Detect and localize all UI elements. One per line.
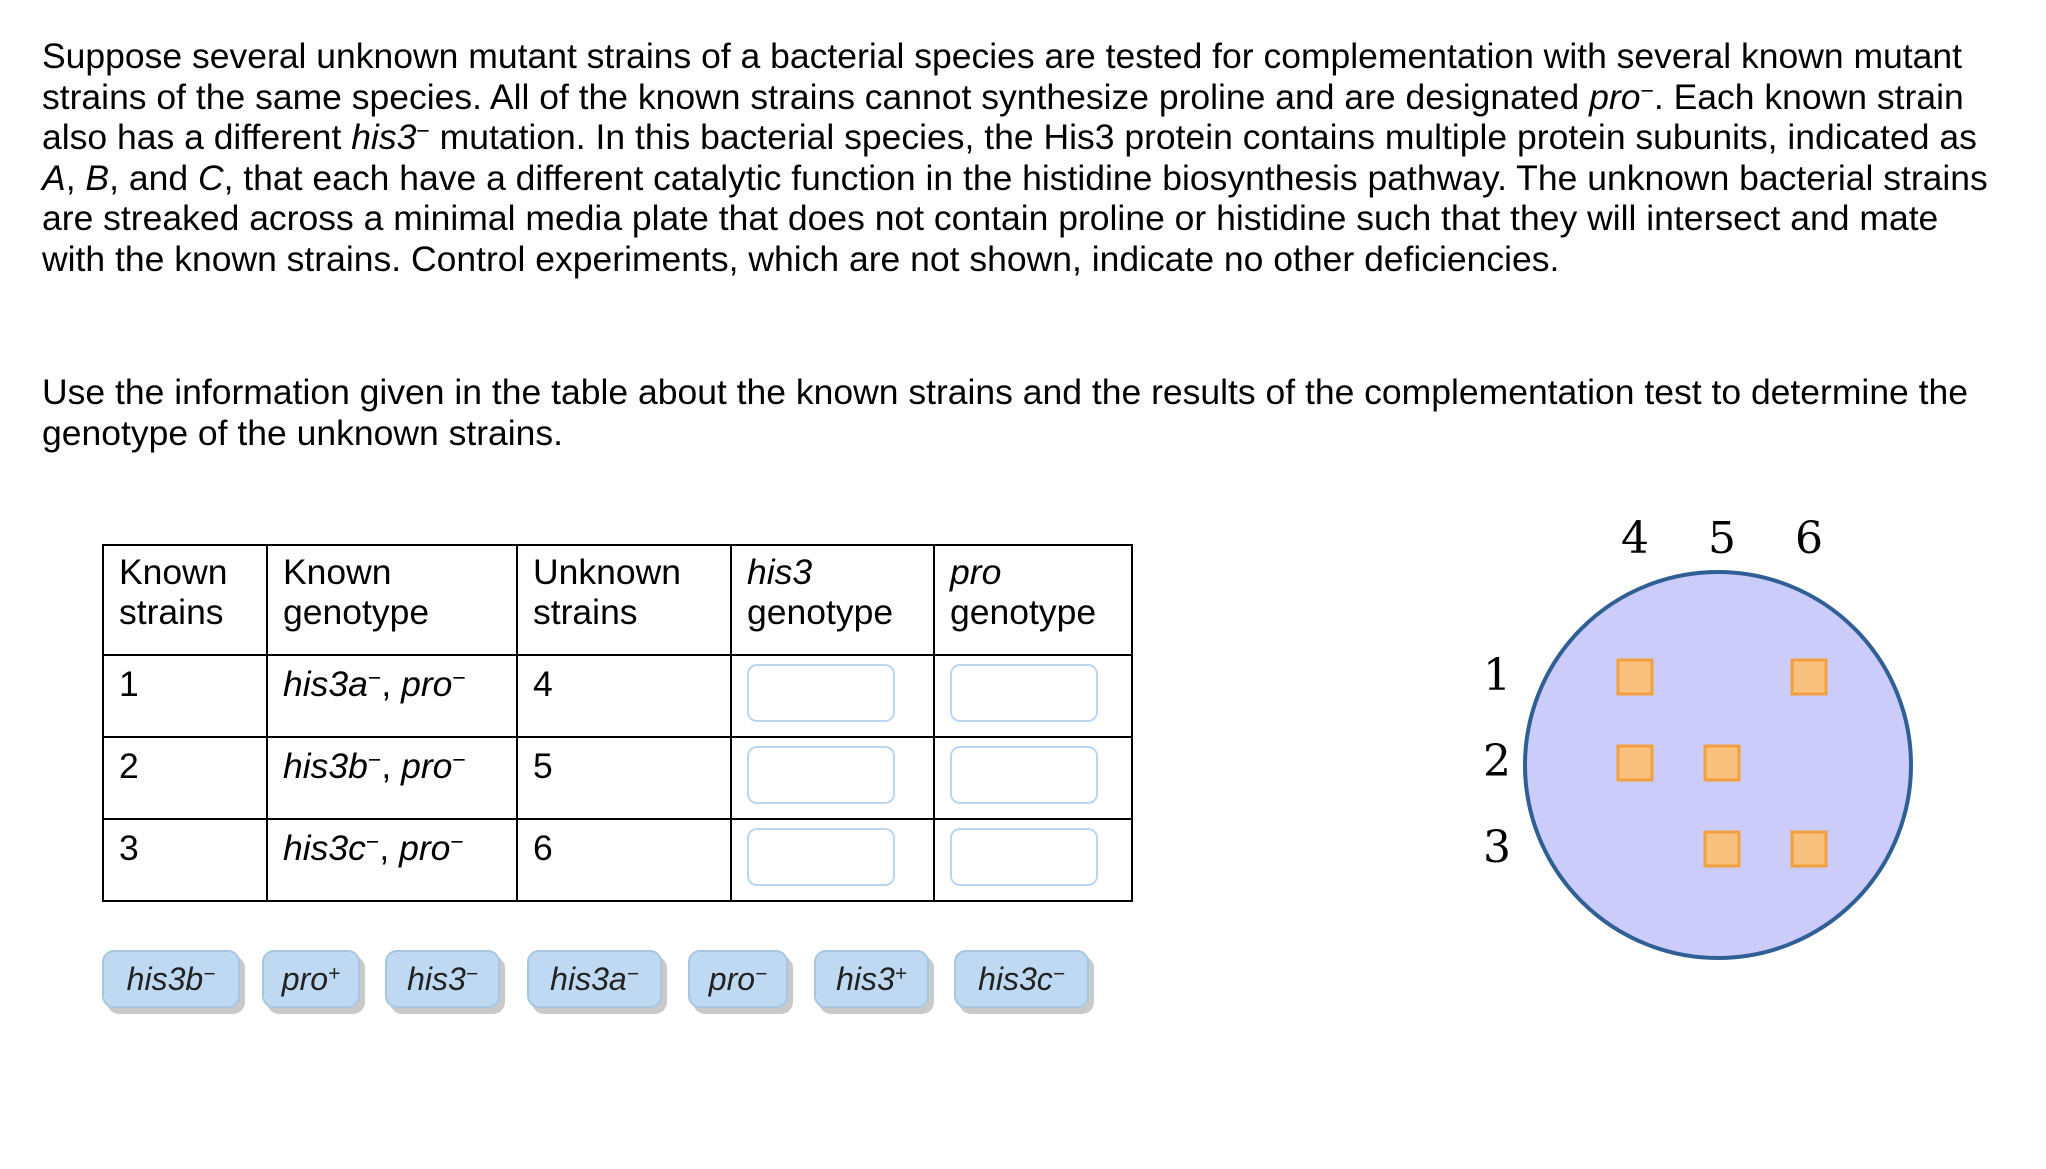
colony-row2-col4 xyxy=(1618,746,1652,780)
colony-row3-col6 xyxy=(1792,832,1826,866)
strain-table xyxy=(102,544,1133,902)
known-strain-cell: 1 xyxy=(103,655,267,737)
intro-his3-sup: − xyxy=(416,117,430,144)
label-chip-pro-minus[interactable]: pro− xyxy=(688,950,788,1008)
label-chip-his3-plus[interactable]: his3+ xyxy=(814,950,929,1008)
colony-row2-col5 xyxy=(1705,746,1739,780)
label-chip-his3a-minus[interactable]: his3a− xyxy=(527,950,662,1008)
plate-column-label: 4 xyxy=(1621,513,1649,564)
intro-subunit-b: B xyxy=(85,157,110,198)
unknown-strain-cell: 6 xyxy=(517,819,731,901)
header-known-genotype: Known genotype xyxy=(267,545,517,655)
header-known-strains: Known strains xyxy=(103,545,267,655)
pro-drop-target-strain-4[interactable] xyxy=(950,664,1098,722)
plate-row-label: 1 xyxy=(1483,650,1511,701)
label-chip-his3b-minus[interactable]: his3b− xyxy=(102,950,240,1008)
intro-text: , that each have a different catalytic function in the histidine biosynthesis pathway. The unknown bacterial strains are streaked across a minimal media plate that does not contain proline or histidine such that they will intersect and mate with the known strains. Control experiments, which are not shown, indicate no other deficiencies. xyxy=(42,157,1988,279)
intro-paragraph xyxy=(42,36,2002,279)
intro-text: , xyxy=(65,157,86,198)
plate-row-label: 2 xyxy=(1483,736,1511,787)
instruction-paragraph: Use the information given in the table about the known strains and the results of the complementation test to determine the genotype of the unknown strains. xyxy=(42,372,1969,453)
intro-subunit-a: A xyxy=(42,157,66,198)
table-header-row xyxy=(103,545,1132,655)
his3-drop-target-strain-5[interactable] xyxy=(747,746,895,804)
table-row xyxy=(103,819,1132,901)
colony-row1-col4 xyxy=(1618,660,1652,694)
pro-drop-cell xyxy=(934,655,1132,737)
his3-drop-cell xyxy=(731,737,934,819)
known-strain-cell: 3 xyxy=(103,819,267,901)
intro-his3-term: his3 xyxy=(351,117,417,157)
known-genotype-cell: his3a−, pro− xyxy=(267,655,517,737)
complementation-plate xyxy=(1470,505,1930,975)
table-row xyxy=(103,655,1132,737)
his3-drop-target-strain-6[interactable] xyxy=(747,828,895,886)
table-row xyxy=(103,737,1132,819)
unknown-strain-cell: 4 xyxy=(517,655,731,737)
known-genotype-cell: his3b−, pro− xyxy=(267,737,517,819)
colony-row3-col5 xyxy=(1705,832,1739,866)
intro-text: mutation. In this bacterial species, the His3 protein contains multiple protein subunits, indicated as xyxy=(429,117,1977,157)
intro-subunit-c: C xyxy=(197,157,224,198)
pro-drop-target-strain-5[interactable] xyxy=(950,746,1098,804)
pro-drop-target-strain-6[interactable] xyxy=(950,828,1098,886)
plate-column-label: 6 xyxy=(1795,513,1823,564)
label-chip-pro-plus[interactable]: pro+ xyxy=(262,950,360,1008)
intro-pro-sup: − xyxy=(1640,77,1654,104)
plate-row-label: 3 xyxy=(1483,822,1511,873)
intro-text: . Each known strain also has a different xyxy=(42,76,1964,157)
his3-drop-cell xyxy=(731,819,934,901)
plate-column-label: 5 xyxy=(1708,513,1736,564)
header-his3-genotype: his3 genotype xyxy=(731,545,934,655)
intro-text: Suppose several unknown mutant strains of a bacterial species are tested for complementation with several known mutant strains of the same species. All of the known strains cannot synthesize proline and are designated xyxy=(42,36,1962,117)
his3-drop-target-strain-4[interactable] xyxy=(747,664,895,722)
header-pro-genotype: pro genotype xyxy=(934,545,1132,655)
unknown-strain-cell: 5 xyxy=(517,737,731,819)
intro-text: , and xyxy=(109,157,198,198)
label-chip-his3c-minus[interactable]: his3c− xyxy=(954,950,1089,1008)
his3-drop-cell xyxy=(731,655,934,737)
known-strain-cell: 2 xyxy=(103,737,267,819)
pro-drop-cell xyxy=(934,737,1132,819)
header-unknown-strains: Unknown strains xyxy=(517,545,731,655)
colony-row1-col6 xyxy=(1792,660,1826,694)
pro-drop-cell xyxy=(934,819,1132,901)
intro-pro-term: pro xyxy=(1589,76,1641,117)
known-genotype-cell: his3c−, pro− xyxy=(267,819,517,901)
label-chip-his3-minus[interactable]: his3− xyxy=(385,950,500,1008)
